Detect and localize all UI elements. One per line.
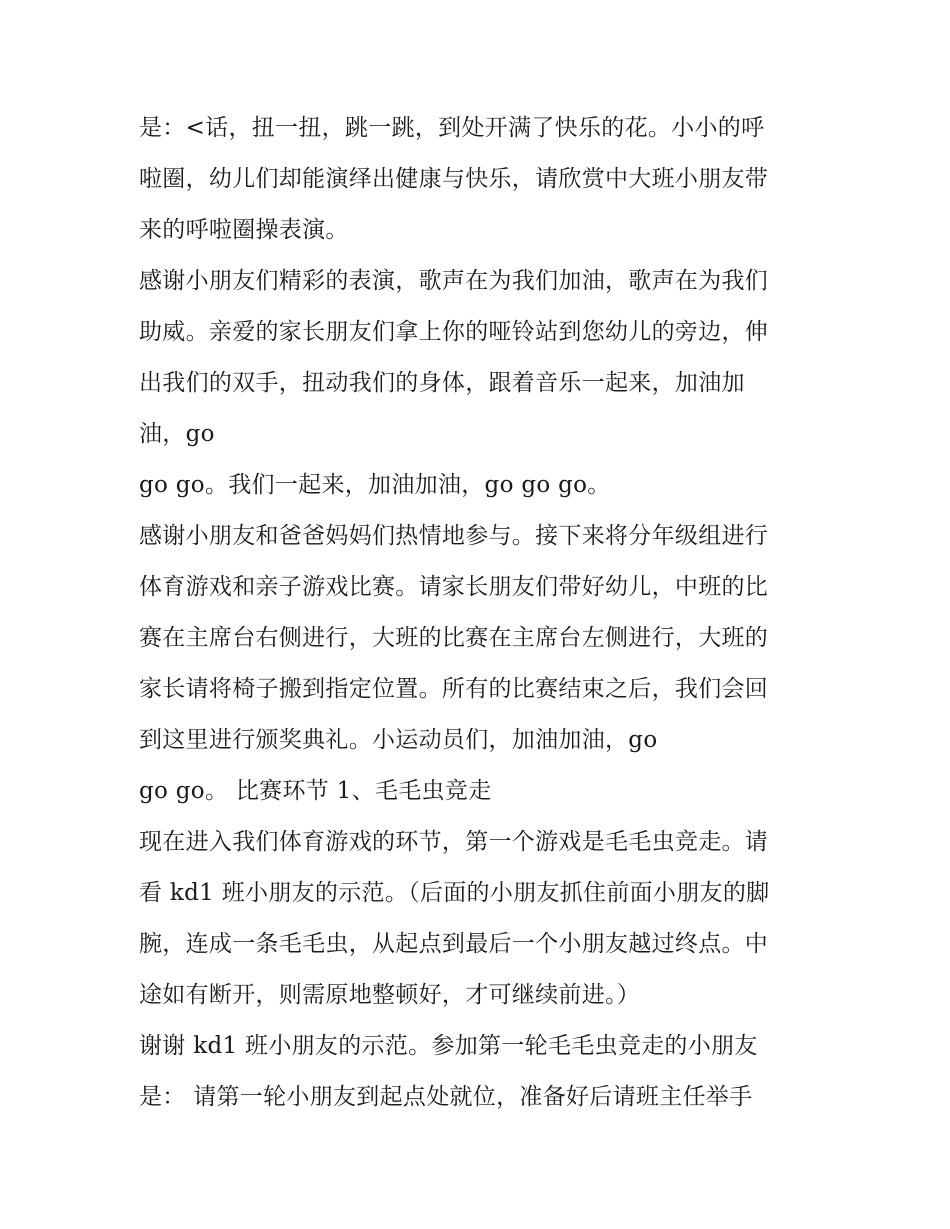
text-line-1: 是：<话，扭一扭，跳一跳，到处开满了快乐的花。小小的呼 xyxy=(139,115,765,141)
text-line-5: 助威。亲爱的家长朋友们拿上你的哑铃站到您幼儿的旁边，伸 xyxy=(139,319,769,345)
text-line-20: 是： 请第一轮小朋友到起点处就位，准备好后请班主任举手 xyxy=(139,1084,753,1110)
text-line-14: go go。 比赛环节 1、毛毛虫竞走 xyxy=(139,778,492,804)
text-line-10: 体育游戏和亲子游戏比赛。请家长朋友们带好幼儿，中班的比 xyxy=(139,574,769,600)
text-line-7: 油，go xyxy=(139,421,215,447)
text-line-18: 途如有断开，则需原地整顿好，才可继续前进。） xyxy=(139,982,641,1008)
text-line-13: 到这里进行颁奖典礼。小运动员们，加油加油，go xyxy=(139,727,658,753)
text-line-2: 啦圈，幼儿们却能演绎出健康与快乐，请欣赏中大班小朋友带 xyxy=(139,166,769,192)
text-line-19: 谢谢 kd1 班小朋友的示范。参加第一轮毛毛虫竞走的小朋友 xyxy=(139,1033,758,1059)
text-line-11: 赛在主席台右侧进行，大班的比赛在主席台左侧进行，大班的 xyxy=(139,625,769,651)
text-line-15: 现在进入我们体育游戏的环节，第一个游戏是毛毛虫竞走。请 xyxy=(139,829,769,855)
text-line-6: 出我们的双手，扭动我们的身体，跟着音乐一起来，加油加 xyxy=(139,370,745,396)
text-line-16: 看 kd1 班小朋友的示范。（后面的小朋友抓住前面小朋友的脚 xyxy=(139,880,770,906)
text-line-17: 腕，连成一条毛毛虫，从起点到最后一个小朋友越过终点。中 xyxy=(139,931,769,957)
document-body xyxy=(139,103,819,1123)
text-line-4: 感谢小朋友们精彩的表演，歌声在为我们加油，歌声在为我们 xyxy=(139,268,769,294)
text-line-9: 感谢小朋友和爸爸妈妈们热情地参与。接下来将分年级组进行 xyxy=(139,523,769,549)
text-line-3: 来的呼啦圈操表演。 xyxy=(139,217,349,243)
text-line-12: 家长请将椅子搬到指定位置。所有的比赛结束之后，我们会回 xyxy=(139,676,769,702)
text-line-8: go go。我们一起来，加油加油，go go go。 xyxy=(139,472,611,498)
